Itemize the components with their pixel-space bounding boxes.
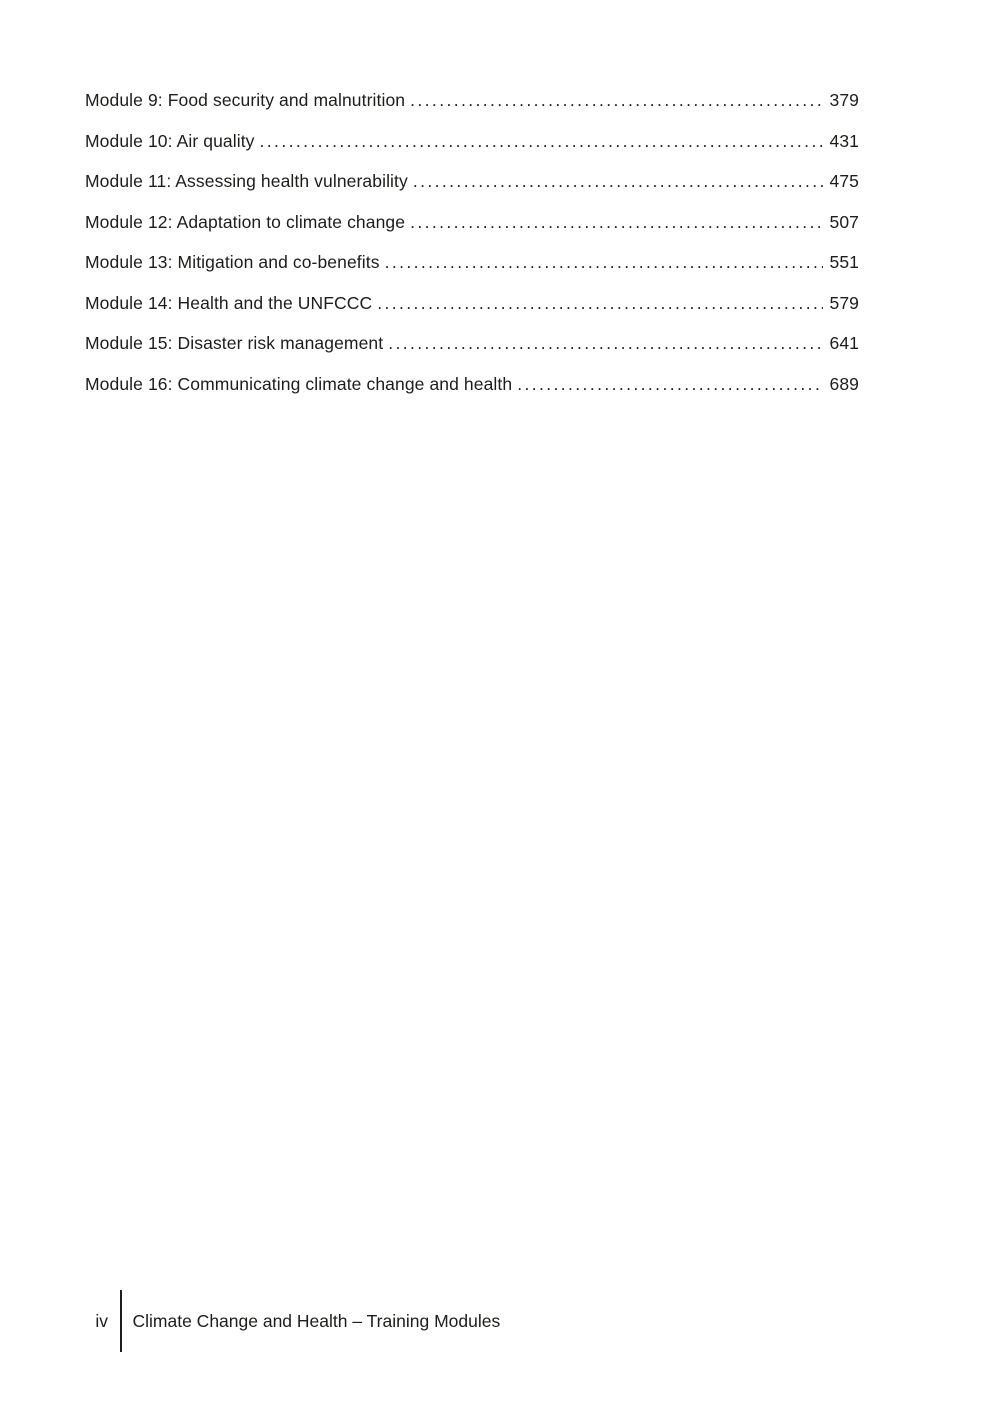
toc-entry-page: 641 [829,333,859,353]
toc-entry[interactable] [85,332,859,354]
toc-entry-title: Module 9: Food security and malnutrition [85,90,406,110]
toc-entry-title: Module 15: Disaster risk management [85,333,384,353]
table-of-contents [85,89,859,413]
toc-entry[interactable] [85,170,859,192]
toc-dot-leader [377,292,822,314]
page-footer [88,1290,500,1352]
toc-dot-leader [413,170,823,192]
toc-dot-leader [410,211,822,233]
toc-entry[interactable] [85,292,859,314]
toc-entry-page: 689 [829,373,859,394]
toc-entry-title: Module 11: Assessing health vulnerability [85,171,408,191]
toc-dot-leader [410,89,822,111]
toc-dot-leader [388,332,822,354]
toc-entry[interactable] [85,89,859,111]
toc-entry[interactable] [85,211,859,233]
toc-entry-title: Module 12: Adaptation to climate change [85,211,406,232]
toc-entry-title: Module 16: Communicating climate change and health [85,373,513,394]
footer-book-title: Climate Change and Health – Training Modules [132,1310,501,1331]
toc-entry-title: Module 13: Mitigation and co-benefits [85,252,380,272]
toc-entry-page: 475 [829,171,859,191]
toc-entry[interactable] [85,373,859,395]
toc-entry-page: 431 [829,130,859,151]
toc-entry-page: 579 [829,292,859,313]
toc-entry-title: Module 14: Health and the UNFCCC [85,292,373,313]
toc-entry-page: 507 [829,211,859,232]
toc-entry[interactable] [85,130,859,152]
toc-entry-title: Module 10: Air quality [85,130,255,151]
toc-dot-leader [260,130,823,152]
toc-entry-page: 551 [829,252,859,272]
toc-dot-leader [385,251,823,273]
toc-entry-page: 379 [829,90,859,110]
toc-entry[interactable] [85,251,859,273]
toc-dot-leader [517,373,822,395]
footer-page-number: iv [95,1310,108,1331]
